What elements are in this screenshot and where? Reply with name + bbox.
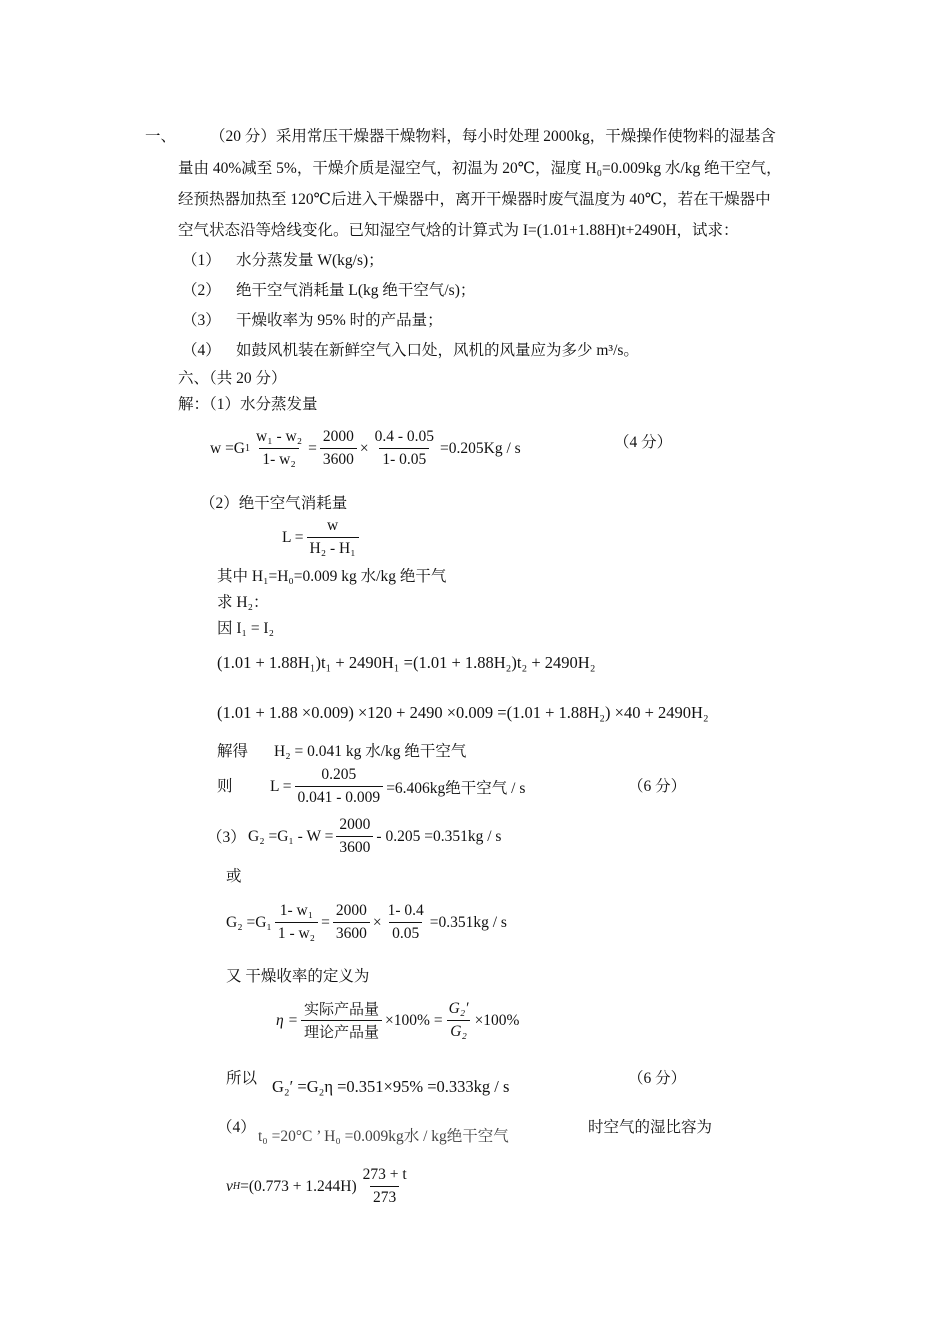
eq10-lhs-sub: H <box>232 1181 241 1192</box>
item-label-1: （1） <box>182 252 221 269</box>
eq1-lhs: w =G <box>210 439 246 457</box>
eq7-fraction-2 <box>333 902 370 943</box>
item-label-2: （2） <box>182 282 221 299</box>
eq8-f1-num: 实际产品量 <box>304 1000 380 1018</box>
item-text-2: 绝干空气消耗量 L(kg 绝干空气/s)； <box>236 282 476 299</box>
item-text-1: 水分蒸发量 W(kg/s)； <box>236 252 384 269</box>
eq7-eq: = <box>321 913 330 931</box>
item-label-3: （3） <box>182 312 221 329</box>
eq5-fraction <box>295 766 384 807</box>
eq1-eq: = <box>308 439 317 457</box>
eq8-f1-den: 理论产品量 <box>301 1020 382 1041</box>
eq10-num: 273 + t <box>362 1166 407 1183</box>
solution-intro: 解：（1）水分蒸发量 <box>178 396 318 413</box>
equation-product-G2 <box>248 816 501 857</box>
eq5-score: （6 分） <box>628 778 687 795</box>
part3-prefix: （3） <box>207 829 246 846</box>
eq6-fraction <box>336 816 373 857</box>
eq7-result: =0.351kg / s <box>429 913 507 931</box>
eq7-f1-num: 1- w₁ <box>279 902 314 919</box>
eq5-num: 0.205 <box>321 766 357 783</box>
problem-number: 一、 <box>145 128 177 145</box>
eq8-tail: ×100% <box>474 1011 520 1029</box>
problem-line-2: 量由 40%减至 5%，干燥介质是湿空气，初温为 20℃，湿度 H₀=0.009kg 水/kg 绝干空气， <box>178 160 782 177</box>
equation-enthalpy: (1.01 + 1.88H₁)t₁ + 2490H₁ =(1.01 + 1.88H₂)t₂ + 2490H₂ <box>217 653 596 672</box>
eq7-fraction-3 <box>385 902 427 943</box>
part4-prefix: （4） <box>217 1119 256 1136</box>
then-label: 则 <box>217 778 233 795</box>
eq10-lhs: v <box>226 1177 233 1195</box>
equation-humid-volume <box>226 1166 413 1207</box>
equation-L-definition <box>282 517 362 558</box>
eq9-score: （6 分） <box>628 1070 687 1087</box>
eq8-mid: ×100% = <box>385 1011 443 1029</box>
equation-actual-product: G₂′ =G₂η =0.351×95% =0.333kg / s <box>272 1077 510 1096</box>
eq8-f2-num: G₂′ <box>448 1000 469 1017</box>
eq10-den: 273 <box>370 1186 399 1207</box>
eq2-den: H₂ - H₁ <box>307 537 359 558</box>
eq1-result: =0.205Kg / s <box>440 439 521 457</box>
eq8-f2-den: G₂ <box>447 1020 470 1041</box>
eq8-fraction-1 <box>301 1000 382 1041</box>
or-label: 或 <box>226 868 242 885</box>
equation-L-value <box>270 766 525 807</box>
eq1-fraction-2 <box>320 428 357 469</box>
eq2-fraction <box>307 517 359 558</box>
item-text-3: 干燥收率为 95% 时的产品量； <box>236 312 443 329</box>
eq1-times: × <box>359 439 369 457</box>
because-line: 因 I₁ = I₂ <box>217 620 274 637</box>
eq1-fraction-1 <box>253 428 305 469</box>
equation-enthalpy-numeric: (1.01 + 1.88 ×0.009) ×120 + 2490 ×0.009 =(1.01 + 1.88H₂) ×40 + 2490H₂ <box>217 703 709 722</box>
item-label-4: （4） <box>182 342 221 359</box>
eq5-result: =6.406kg绝干空气 / s <box>386 779 526 797</box>
problem-line-1: （20 分）采用常压干燥器干燥物料，每小时处理 2000kg，干燥操作使物料的湿基含 <box>210 128 776 145</box>
eq7-f1-den: 1 - w₂ <box>275 922 318 943</box>
eq6-num: 2000 <box>339 816 371 833</box>
equation-product-G2-alt <box>226 902 507 943</box>
eq1-f2-den: 3600 <box>320 448 357 469</box>
eq8-fraction-2 <box>446 1000 472 1041</box>
solution-header: 六、（共 20 分） <box>178 370 287 387</box>
problem-line-3: 经预热器加热至 120℃后进入干燥器中，离开干燥器时废气温度为 40℃，若在干燥器中 <box>178 191 771 208</box>
eq7-f2-den: 3600 <box>333 922 370 943</box>
eq1-fraction-3 <box>372 428 437 469</box>
eq6-result: - 0.205 =0.351kg / s <box>376 827 502 845</box>
eq10-mid: =(0.773 + 1.244H) <box>240 1177 357 1195</box>
eq5-den: 0.041 - 0.009 <box>295 786 384 807</box>
part2-title: （2）绝干空气消耗量 <box>200 495 348 512</box>
eq10-fraction <box>360 1166 410 1207</box>
eq1-f1-den: 1- w₂ <box>259 448 298 469</box>
eq1-f1-num: w₁ - w₂ <box>256 428 303 445</box>
problem-line-4: 空气状态沿等焓线变化。已知湿空气焓的计算式为 I=(1.01+1.88H)t+2490H，试求： <box>178 222 739 239</box>
solve-value: H₂ = 0.041 kg 水/kg 绝干空气 <box>274 743 467 760</box>
eq7-f3-den: 0.05 <box>389 922 422 943</box>
eq2-num: w <box>326 517 339 534</box>
part4-tail: 时空气的湿比容为 <box>588 1119 713 1136</box>
eq1-score: （4 分） <box>614 434 673 451</box>
eq7-lhs: G₂ =G₁ <box>226 913 272 931</box>
eq1-lhs-sub: 1 <box>245 443 251 454</box>
eq1-f3-den: 1- 0.05 <box>379 448 429 469</box>
eq5-lhs: L = <box>270 777 292 795</box>
find-h2: 求 H₂： <box>217 594 269 611</box>
eq7-f2-num: 2000 <box>335 902 367 919</box>
equation-water-evaporation <box>210 428 521 469</box>
eq6-lhs: G₂ =G₁ - W = <box>248 827 334 845</box>
equation-yield <box>276 1000 519 1041</box>
eq1-f3-num: 0.4 - 0.05 <box>374 428 435 445</box>
where-line: 其中 H₁=H₀=0.009 kg 水/kg 绝干气 <box>217 568 447 585</box>
eq8-lhs: η = <box>276 1011 299 1029</box>
solve-label: 解得 <box>217 743 249 760</box>
part4-conditions: t₀ =20°C ’ H₀ =0.009kg水 / kg绝干空气 <box>258 1128 509 1145</box>
so-label: 所以 <box>226 1070 258 1087</box>
eq7-f3-num: 1- 0.4 <box>387 902 424 919</box>
eq7-fraction-1 <box>275 902 318 943</box>
eq6-den: 3600 <box>336 836 373 857</box>
eq2-lhs: L = <box>282 528 304 546</box>
eq1-f2-num: 2000 <box>322 428 354 445</box>
yield-definition-label: 又 干燥收率的定义为 <box>226 968 370 985</box>
item-text-4: 如鼓风机装在新鲜空气入口处，风机的风量应为多少 m³/s。 <box>236 342 639 359</box>
eq7-times: × <box>372 913 382 931</box>
